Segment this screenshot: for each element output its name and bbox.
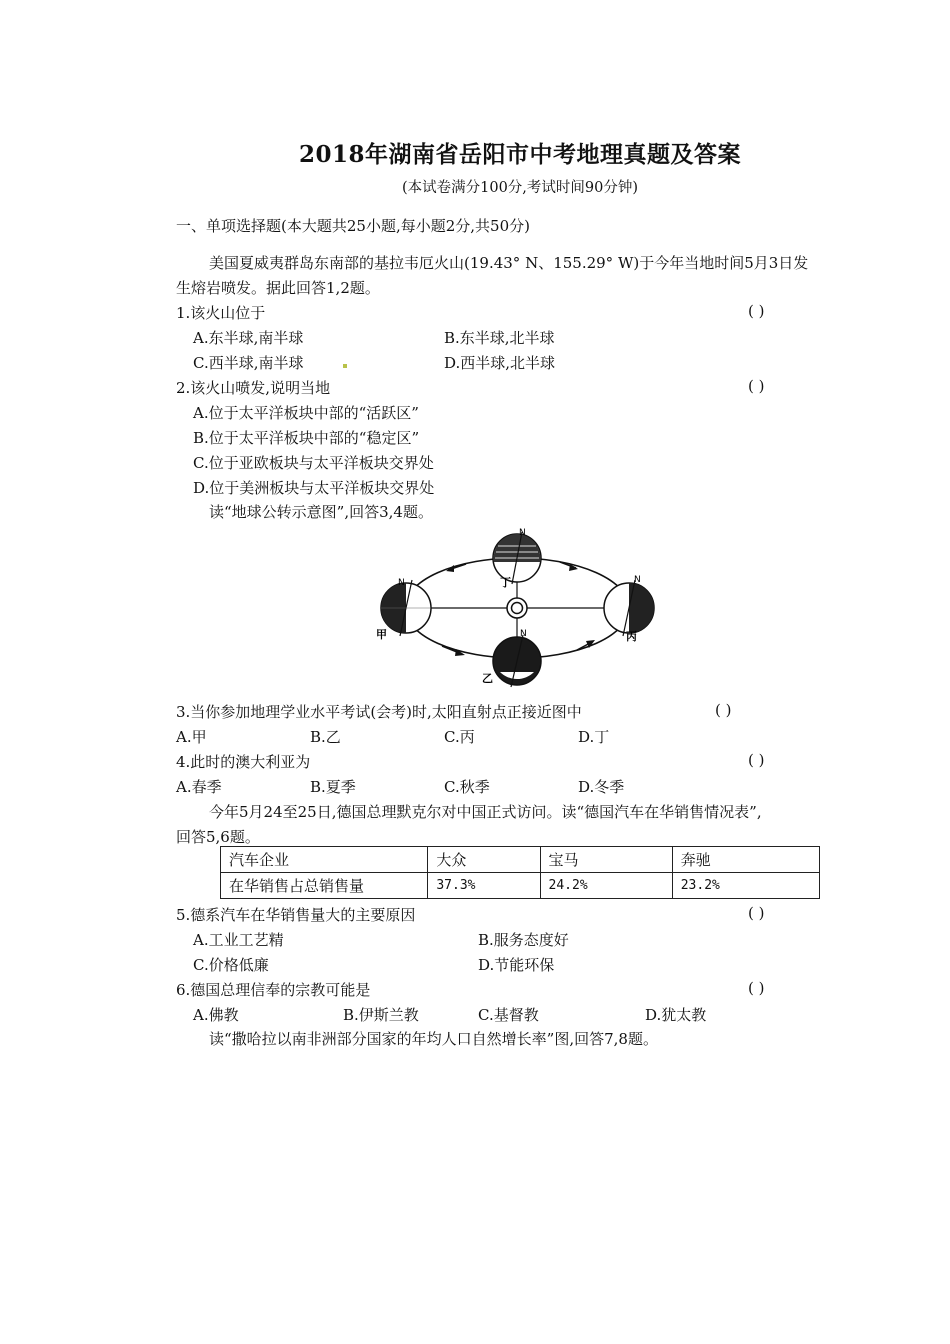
q3-stem: 3.当你参加地理学业水平考试(会考)时,太阳直射点正接近图中 bbox=[176, 703, 582, 721]
table-cell: 24.2% bbox=[540, 873, 672, 899]
svg-text:N: N bbox=[519, 528, 526, 538]
q4-option-b: B.夏季 bbox=[310, 778, 356, 796]
q6-option-d: D.犹太教 bbox=[645, 1006, 707, 1024]
label-bing: 丙 bbox=[626, 630, 637, 643]
intro-volcano-line1: 美国夏威夷群岛东南部的基拉韦厄火山(19.43° N、155.29° W)于今年当地时间5月3日发 bbox=[209, 254, 809, 272]
q4-stem: 4.此时的澳大利亚为 bbox=[176, 753, 311, 771]
q4-option-d: D.冬季 bbox=[578, 778, 625, 796]
label-ding: 丁 bbox=[500, 576, 511, 589]
q2-answer-blank: ( ) bbox=[748, 377, 765, 395]
q3-answer-blank: ( ) bbox=[715, 701, 732, 719]
intro-merkel-line2: 回答5,6题。 bbox=[176, 828, 260, 846]
intro-africa: 读“撒哈拉以南非洲部分国家的年均人口自然增长率”图,回答7,8题。 bbox=[209, 1030, 658, 1048]
table-cell: 37.3% bbox=[428, 873, 540, 899]
q3-option-d: D.丁 bbox=[578, 728, 610, 746]
q1-option-a: A.东半球,南半球 bbox=[193, 329, 304, 347]
table-cell: 23.2% bbox=[672, 873, 819, 899]
table-header-cell: 大众 bbox=[428, 847, 540, 873]
stray-mark bbox=[343, 364, 347, 368]
intro-volcano-line2: 生熔岩喷发。据此回答1,2题。 bbox=[176, 279, 380, 297]
q6-option-c: C.基督教 bbox=[478, 1006, 539, 1024]
q3-option-a: A.甲 bbox=[176, 728, 207, 746]
earth-revolution-diagram bbox=[370, 522, 670, 692]
label-jia: 甲 bbox=[376, 628, 387, 641]
table-header-row bbox=[221, 847, 820, 873]
earth-jia bbox=[381, 580, 431, 636]
q1-option-d: D.西半球,北半球 bbox=[444, 354, 556, 372]
table-cell: 在华销售占总销售量 bbox=[221, 873, 428, 899]
intro-orbit: 读“地球公转示意图”,回答3,4题。 bbox=[209, 503, 433, 521]
q4-option-c: C.秋季 bbox=[444, 778, 490, 796]
table-header-cell: 汽车企业 bbox=[221, 847, 428, 873]
q5-stem: 5.德系汽车在华销售量大的主要原因 bbox=[176, 906, 416, 924]
q1-option-b: B.东半球,北半球 bbox=[444, 329, 555, 347]
q5-option-d: D.节能环保 bbox=[478, 956, 555, 974]
q4-option-a: A.春季 bbox=[176, 778, 222, 796]
q2-option-b: B.位于太平洋板块中部的“稳定区” bbox=[193, 429, 420, 447]
q6-stem: 6.德国总理信奉的宗教可能是 bbox=[176, 981, 371, 999]
earth-yi bbox=[493, 635, 541, 687]
q2-stem: 2.该火山喷发,说明当地 bbox=[176, 379, 331, 397]
q5-option-a: A.工业工艺精 bbox=[193, 931, 284, 949]
table-row bbox=[221, 873, 820, 899]
q1-answer-blank: ( ) bbox=[748, 302, 765, 320]
q1-stem: 1.该火山位于 bbox=[176, 304, 266, 322]
table-header-cell: 奔驰 bbox=[672, 847, 819, 873]
intro-merkel-line1: 今年5月24至25日,德国总理默克尔对中国正式访问。读“德国汽车在华销售情况表”, bbox=[209, 803, 762, 821]
q6-option-a: A.佛教 bbox=[193, 1006, 239, 1024]
q5-option-b: B.服务态度好 bbox=[478, 931, 569, 949]
svg-text:N: N bbox=[520, 629, 527, 639]
q1-option-c: C.西半球,南半球 bbox=[193, 354, 304, 372]
q2-option-c: C.位于亚欧板块与太平洋板块交界处 bbox=[193, 454, 434, 472]
q3-option-b: B.乙 bbox=[310, 728, 341, 746]
table-header-cell: 宝马 bbox=[540, 847, 672, 873]
q6-answer-blank: ( ) bbox=[748, 979, 765, 997]
svg-text:N: N bbox=[634, 575, 641, 585]
label-yi: 乙 bbox=[482, 672, 493, 685]
q4-answer-blank: ( ) bbox=[748, 751, 765, 769]
section-heading: 一、单项选择题(本大题共25小题,每小题2分,共50分) bbox=[176, 217, 530, 235]
q2-option-a: A.位于太平洋板块中部的“活跃区” bbox=[193, 404, 419, 422]
exam-info: (本试卷满分100分,考试时间90分钟) bbox=[401, 180, 639, 196]
car-sales-table bbox=[220, 846, 820, 899]
page-title: 2018年湖南省岳阳市中考地理真题及答案 bbox=[298, 141, 741, 168]
svg-text:N: N bbox=[398, 578, 405, 588]
q6-option-b: B.伊斯兰教 bbox=[343, 1006, 419, 1024]
earth-bing bbox=[604, 580, 654, 636]
q5-option-c: C.价格低廉 bbox=[193, 956, 269, 974]
q5-answer-blank: ( ) bbox=[748, 904, 765, 922]
q3-option-c: C.丙 bbox=[444, 728, 475, 746]
q2-option-d: D.位于美洲板块与太平洋板块交界处 bbox=[193, 479, 435, 497]
